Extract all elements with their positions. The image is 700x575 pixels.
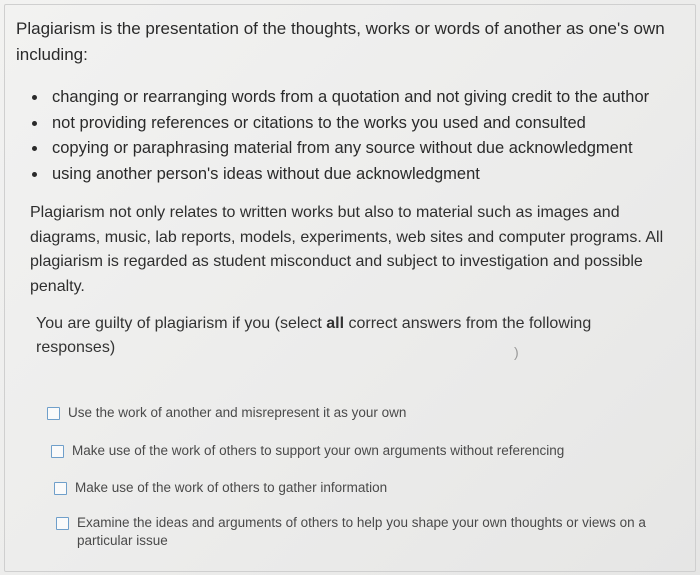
intro-text: Plagiarism is the presentation of the thoughts, works or words of another as one's own including:	[16, 19, 665, 64]
option-label: Use the work of another and misrepresent it as your own	[68, 405, 407, 420]
question-suffix: correct answers from the following responses)	[36, 315, 592, 356]
option-1[interactable]	[47, 404, 467, 422]
list-item-text: copying or paraphrasing material from any source without due acknowledgment	[52, 139, 633, 157]
list-item-text: using another person's ideas without due acknowledgment	[52, 164, 480, 183]
description-paragraph: Plagiarism not only relates to written works but also to material such as images and diagrams, music, lab reports, models, experiments, web sites and computer programs. All plagiarism is regarded as student misconduct and subject to investigation and possible penalty.	[30, 204, 664, 295]
option-label: Make use of the work of others to support your own arguments without referencing	[72, 443, 565, 458]
checkbox[interactable]	[47, 407, 60, 420]
question-emphasis: all	[326, 315, 345, 332]
checkbox[interactable]	[54, 482, 67, 495]
option-4[interactable]	[56, 514, 666, 550]
checkbox[interactable]	[51, 445, 64, 458]
option-label: Examine the ideas and arguments of others to help you shape your own thoughts or views on a particular issue	[77, 515, 646, 548]
list-item-text: changing or rearranging words from a quotation and not giving credit to the author	[52, 88, 650, 106]
checkbox[interactable]	[56, 517, 69, 530]
question-prefix: You are guilty of plagiarism if you (select	[36, 315, 327, 332]
option-2[interactable]	[51, 442, 651, 460]
list-item-text: not providing references or citations to the works you used and consulted	[52, 113, 586, 132]
option-3[interactable]	[54, 479, 454, 497]
cursor-mark: )	[514, 344, 519, 360]
option-label: Make use of the work of others to gather information	[75, 480, 388, 495]
